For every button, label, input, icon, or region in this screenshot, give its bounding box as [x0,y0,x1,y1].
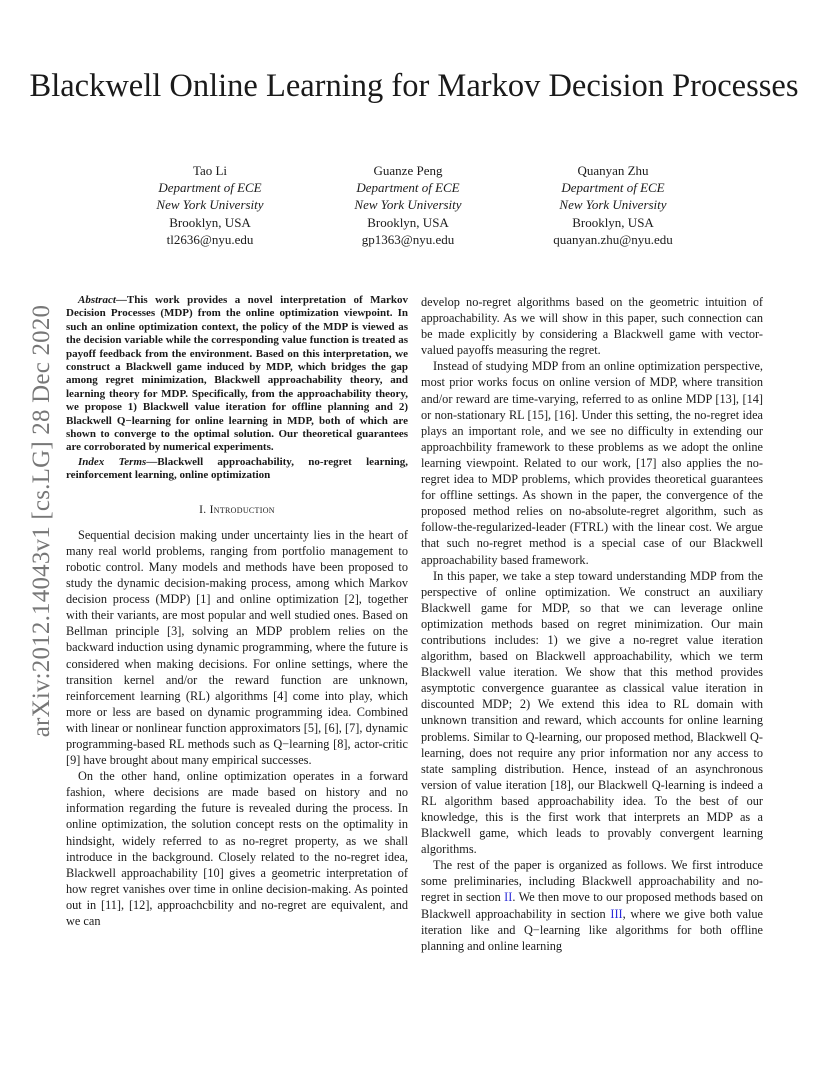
left-column [66,294,408,929]
author-name: Quanyan Zhu [577,163,649,178]
paragraph: develop no-regret algorithms based on the geometric intuition of approachability. As we will show in this paper, such connection can be made explicitly by considering a Blackwell game with vector-valued payoffs measuring the regret. [421,295,763,358]
author-1 [110,162,310,248]
section-heading [66,502,408,518]
paragraph-text: . We then move to our proposed methods based on Blackwell approachability in section [421,890,764,921]
paper-title: Blackwell Online Learning for Markov Decision Processes [29,68,799,104]
paragraph-text: , where we give both value iteration like and Q−learning like algorithms for both offline planning and online learning [421,906,763,953]
paragraph-text: The rest of the paper is organized as follows. We first introduce some preliminaries, including Blackwell approachability and no-regret in section [421,858,763,905]
section-number: I. [199,503,207,516]
paragraph: On the other hand, online optimization operates in a forward fashion, where decisions are made based on history and no information regarding the future is revealed during the process. In online optimization, the solution concept rests on the optimality in hindsight, widely referred to as no-regret property, as we shall introduce in the background. Closely related to the no-regret idea, Blackwell approachability [10] gives a geometric interpretation of how regret vanishes over time in online decision-making. As pointed out in [11], [12], approachcbility and no-regret are equivalent, and we can [66,769,408,929]
paragraph [421,857,763,954]
author-email: quanyan.zhu@nyu.edu [553,231,673,247]
paragraph: Sequential decision making under uncertainty lies in the heart of many real world problems, ranging from portfolio management to robotic control. Many models and methods have been proposed to study the dynamic decision-making process, among which Markov decision process (MDP) [1] and online optimization [2], together with their variants, are most popular and well studied ones. Based on Bellman principle [3], solving an MDP problem relies on the backward induction using dynamic programming, where the future is considered when making decisions. For online settings, where the transition kernel and/or the reward function are unknown, reinforcement learning (RL) algorithms [4] come into play, which more or less are based on dynamic programming idea. Combined with linear or nonlinear function approximators [5], [6], [7], dynamic programming-based RL methods such as Q−learning [8], actor-critic [9] have brought about many empirical successes. [66,527,408,768]
abstract [66,294,408,455]
section-title: Introduction [209,503,275,516]
index-terms [66,456,408,483]
author-name: Guanze Peng [373,163,443,178]
author-3 [513,162,713,248]
author-2 [308,162,508,248]
arxiv-identifier-text: arXiv:2012.14043v1 [cs.LG] 28 Dec 2020 [28,304,55,738]
author-name: Tao Li [192,163,228,178]
author-email: tl2636@nyu.edu [166,231,254,247]
index-terms-label: Index Terms [78,455,147,468]
author-dept: Department of ECE [356,180,460,196]
author-block [0,162,828,252]
author-location: Brooklyn, USA [572,214,654,230]
author-univ: New York University [559,197,667,213]
section-ref-link[interactable]: II [504,890,513,905]
paragraph: In this paper, we take a step toward understanding MDP from the perspective of online optimization. We construct an auxiliary Blackwell game for MDP, so that we can leverage online optimization methods based on regret minimization. Our main contributions includes: 1) we give a no-regret value iteration algorithm, based on Blackwell approachability, which we term Blackwell value iteration. We show that this method provides asymptotic convergence guarantee as classical value iteration in discounted MDP; 2) We extend this idea to RL domain with unknown transition and reward, which accounts for online learning problems. Similar to Q-learning, our proposed method, Blackwell Q-learning, does not require any prior information nor any access to state sampling distribution. Hence, instead of an asynchronous version of value iteration [18], our Blackwell Q-learning is indeed a RL algorithm based approachability idea. To the best of our knowledge, this is the first work that interprets an MDP as a Blackwell game, which leads to provably convergent learning algorithms. [421,568,763,857]
section-ref-link[interactable]: III [610,906,623,921]
author-location: Brooklyn, USA [367,214,449,230]
arxiv-identifier [22,286,62,756]
right-column [421,294,763,954]
index-terms-text: —Blackwell approachability, no-regret learning, reinforcement learning, online optimization [66,455,408,482]
author-univ: New York University [354,197,462,213]
paragraph: Instead of studying MDP from an online optimization perspective, most prior works focus on online version of MDP, where transition and/or reward are time-varying, referred to as online MDP [13], [14] or non-stationary RL [15], [16]. Under this setting, the no-regret idea plays an important role, and we see no difficulty in extending our approachbility framework to these problems as we adopt the online learning viewpoint. Related to our work, [17] also applies the no-regret idea to MDP problems, which provides theoretical guarantees for offline settings. As shown in the paper, the convergence of the proposed method relies on no-absolute-regret algorithm, such as follow-the-regularized-leader (FTRL) with the linear cost. We argue that such no-regret method is a special case of our Blackwell approachability based framework. [421,359,763,567]
abstract-text: —This work provides a novel interpretation of Markov Decision Processes (MDP) from the online optimization viewpoint. In such an online optimization context, the policy of the MDP is viewed as the decision variable while the corresponding value function is treated as payoff feedback from the environment. Based on this interpretation, we construct a Blackwell game induced by MDP, which bridges the gap among regret minimization, Blackwell approachability theory, and learning theory for MDP. Specifically, from the approachability theory, we propose 1) Blackwell value iteration for offline planning and 2) Blackwell Q−learning for online learning in MDP, both of which are shown to converge to the optimal solution. Our theoretical guarantees are corroborated by numerical experiments. [66,294,408,454]
author-dept: Department of ECE [561,180,665,196]
abstract-label: Abstract [78,294,116,306]
author-dept: Department of ECE [158,180,262,196]
author-location: Brooklyn, USA [169,214,251,230]
author-email: gp1363@nyu.edu [361,231,455,247]
author-univ: New York University [156,197,264,213]
